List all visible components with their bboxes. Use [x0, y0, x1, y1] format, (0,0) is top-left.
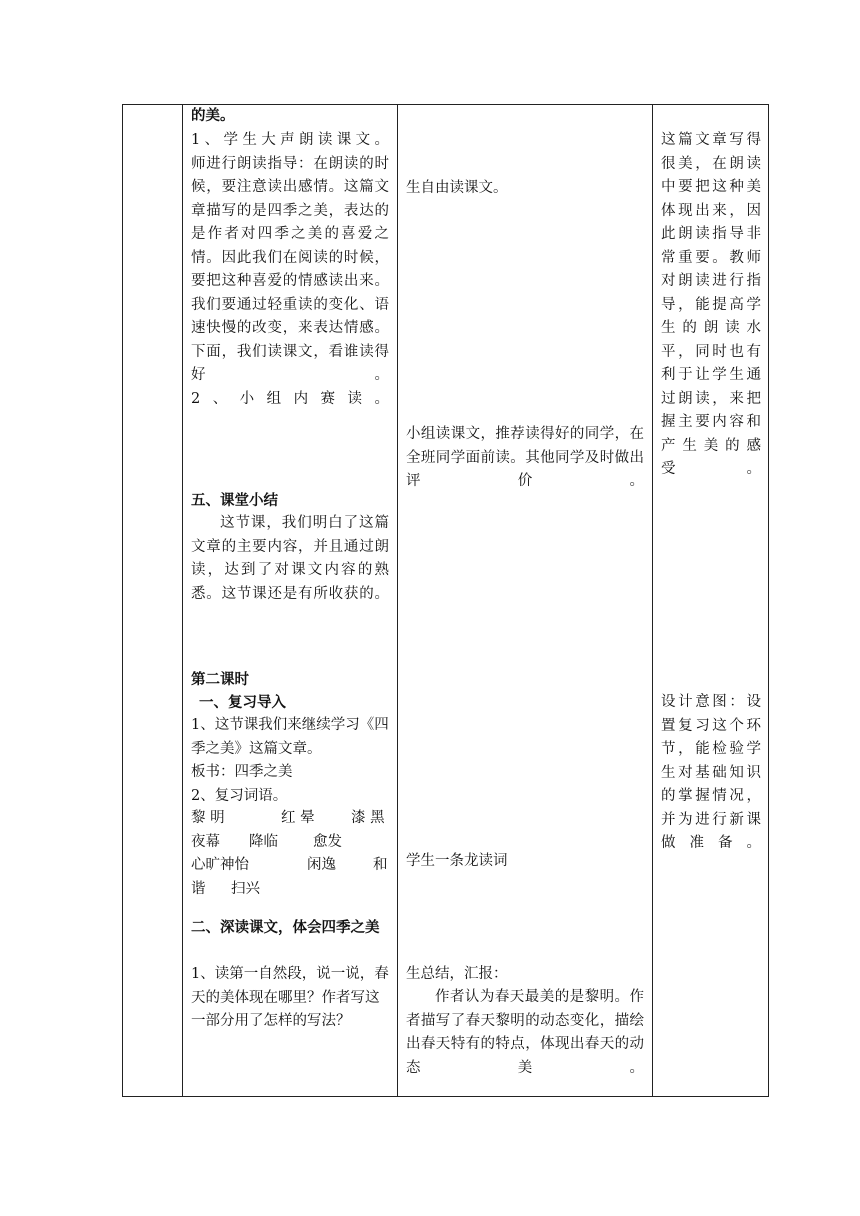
section-title-review: 一、复习导入 [199, 694, 286, 711]
lesson-two-title: 第二课时 [191, 671, 249, 688]
stage-column-cell [123, 105, 183, 1097]
section-title-deep-reading: 二、深读课文，体会四季之美 [191, 919, 380, 936]
student-word-chain: 学生一条龙读词 [406, 853, 508, 869]
reading-guidance-block: 1、学生大声朗读课文。 师进行朗读指导：在朗读的时候，要注意读出感情。这篇文章描写的是四季之美，表达的是作者对四季之美的喜爱之情。因此我们在阅读的时候，要把这种喜爱的情感读出来。我们要通过轻重读的变化、语速快慢的改变，来表达情感。下面，我们读课文，看谁读得好。 2、小组内赛读。 [191, 132, 389, 407]
vocabulary-list [191, 807, 389, 901]
teacher-activity-cell [183, 105, 398, 1097]
design-intent-reading: 这篇文章写得很美，在朗读中要把这种美体现出来，因此朗读指导非常重要。教师对朗读进行指导，能提高学生的朗读水平，同时也有利于让学生通过朗读，来把握主要内容和产生美的感受。 [661, 132, 761, 477]
summary-text: 这节课，我们明白了这篇文章的主要内容，并且通过朗读，达到了对课文内容的熟悉。这节课还是有所收获的。 [191, 515, 389, 602]
vocab-row: 谐 扫兴 [191, 880, 260, 897]
design-intent-cell [653, 105, 769, 1097]
student-activity-cell [398, 105, 653, 1097]
design-intent-review: 设计意图：设置复习这个环节，能检验学生对基础知识的掌握情况，并为进行新课做准备。 [661, 694, 761, 851]
continued-text: 的美。 [191, 107, 235, 124]
vocab-row: 黎 明 红 晕 漆 黑 [191, 810, 385, 826]
student-summary-title: 生总结，汇报： [406, 966, 508, 982]
student-read-freely: 生自由读课文。 [406, 180, 508, 196]
vocab-row: 夜幕 降临 愈发 [191, 833, 342, 850]
section-title-summary: 五、课堂小结 [191, 492, 278, 509]
vocab-row: 心旷神怡 闲逸 和 [191, 857, 388, 873]
review-items: 1、这节课我们来继续学习《四季之美》这篇文章。 板书：四季之美 2、复习词语。 [191, 717, 389, 804]
student-summary-text: 作者认为春天最美的是黎明。作者描写了春天黎明的动态变化，描绘出春天特有的特点，体现出春天的动态美。 [406, 989, 644, 1076]
deep-reading-question: 1、读第一自然段，说一说，春天的美体现在哪里？作者写这一部分用了怎样的写法？ [191, 966, 389, 1029]
student-group-reading: 小组读课文，推荐读得好的同学，在全班同学面前读。其他同学及时做出评价。 [406, 426, 644, 489]
lesson-plan-table [122, 104, 769, 1097]
table-row [123, 105, 769, 1097]
